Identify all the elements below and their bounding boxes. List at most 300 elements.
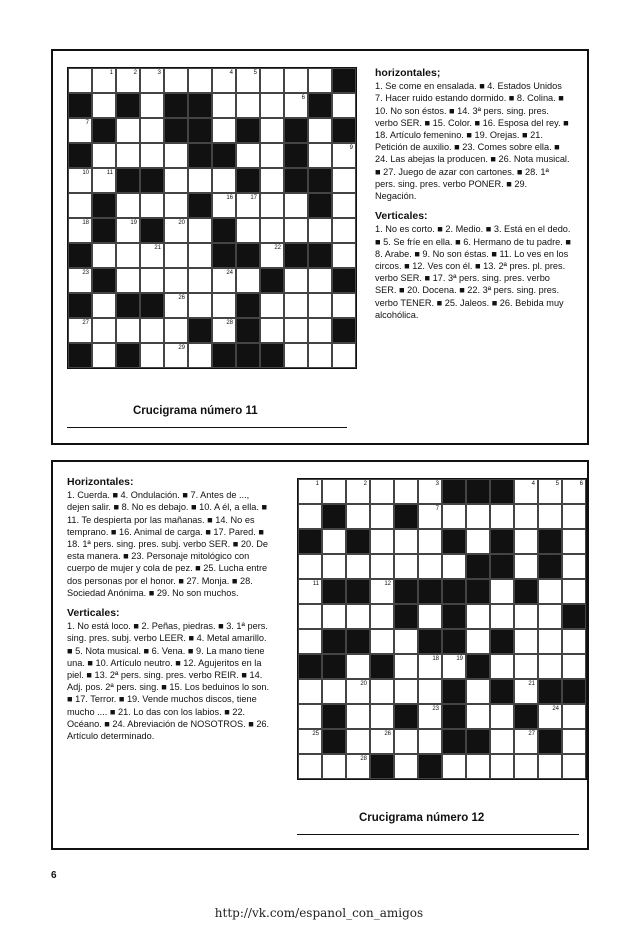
crossword-11-title: Crucigrama número 11 xyxy=(133,405,258,417)
grid-cell[interactable] xyxy=(284,293,308,318)
black-cell xyxy=(322,579,346,604)
grid-cell[interactable] xyxy=(164,293,188,318)
grid-cell[interactable] xyxy=(284,343,308,368)
clue-number: 17 xyxy=(312,656,319,662)
grid-cell[interactable] xyxy=(298,554,322,579)
black-cell xyxy=(308,243,332,268)
grid-cell[interactable] xyxy=(370,554,394,579)
clue-number: 22 xyxy=(576,681,583,687)
grid-cell[interactable] xyxy=(442,654,466,679)
grid-cell[interactable] xyxy=(140,143,164,168)
clue-number: 3 xyxy=(435,481,439,487)
across-clues: 1. Se come en ensalada. ■ 4. Estados Unidos 7. Hacer ruido estando dormido. ■ 8. Colina. ■ 10. No son éstos. ■ 14. 3ª pers. sing. pres. verbo SER. ■ 15. Color. ■ 16. Esposa del rey. ■ 18. Artículo femenino. ■ 19. Orejas. ■ 21. Petición de auxilio. ■ 23. Comes sobre ella. ■ 24. Las abejas la producen. ■ 26. Nota musical. ■ 27. Juego de azar con cartones. ■ 28. 1ª pers. sing. pres. verbo PONER. ■ 29. Negación. xyxy=(375,81,570,202)
black-cell xyxy=(68,243,92,268)
black-cell xyxy=(284,118,308,143)
black-cell xyxy=(346,579,370,604)
grid-cell[interactable] xyxy=(260,193,284,218)
crossword-12-title: Crucigrama número 12 xyxy=(359,812,485,824)
grid-cell[interactable] xyxy=(164,268,188,293)
clue-number: 6 xyxy=(579,481,583,487)
black-cell xyxy=(116,293,140,318)
grid-cell[interactable] xyxy=(466,604,490,629)
grid-cell[interactable] xyxy=(562,479,586,504)
black-cell xyxy=(442,679,466,704)
grid-cell[interactable] xyxy=(298,729,322,754)
grid-cell[interactable] xyxy=(116,143,140,168)
grid-cell[interactable] xyxy=(68,318,92,343)
clue-number: 17 xyxy=(250,195,257,201)
black-cell xyxy=(308,193,332,218)
grid-cell[interactable] xyxy=(418,654,442,679)
grid-cell[interactable] xyxy=(490,754,514,779)
grid-cell[interactable] xyxy=(92,318,116,343)
grid-cell[interactable] xyxy=(514,479,538,504)
grid-cell[interactable] xyxy=(538,654,562,679)
black-cell xyxy=(332,68,356,93)
black-cell xyxy=(116,168,140,193)
black-cell xyxy=(346,629,370,654)
grid-cell[interactable] xyxy=(332,243,356,268)
grid-cell[interactable] xyxy=(418,704,442,729)
clue-number: 22 xyxy=(274,245,281,251)
grid-cell[interactable] xyxy=(370,504,394,529)
grid-cell[interactable] xyxy=(346,479,370,504)
grid-cell[interactable] xyxy=(442,754,466,779)
grid-cell[interactable] xyxy=(188,68,212,93)
grid-cell[interactable] xyxy=(466,704,490,729)
grid-cell[interactable] xyxy=(298,704,322,729)
grid-cell[interactable] xyxy=(212,193,236,218)
grid-cell[interactable] xyxy=(466,754,490,779)
down-clues: 1. No es corto. ■ 2. Medio. ■ 3. Está en el dedo. ■ 5. Se fríe en ella. ■ 6. Hermano de tu padre. ■ 8. Arabe. ■ 9. No son éstas. ■ 11. Lo ves en los circos. ■ 12. Ves con él. ■ 13. 2ª pres. pl. pres. verbo SER. ■ 17. 3ª pers. sing. pres. verbo SER. ■ 20. Docena. ■ 22. 3ª pers. sing. pres. verbo TENER. ■ 25. Jaleos. ■ 26. Bebida muy alcohólica. xyxy=(375,224,571,320)
grid-cell[interactable] xyxy=(332,93,356,118)
grid-cell[interactable] xyxy=(490,704,514,729)
black-cell xyxy=(418,579,442,604)
grid-cell[interactable] xyxy=(68,193,92,218)
clue-number: 26 xyxy=(384,731,391,737)
grid-cell[interactable] xyxy=(514,529,538,554)
grid-cell[interactable] xyxy=(68,68,92,93)
black-cell xyxy=(370,654,394,679)
grid-cell[interactable] xyxy=(370,679,394,704)
grid-cell[interactable] xyxy=(346,504,370,529)
black-cell xyxy=(490,529,514,554)
black-cell xyxy=(442,529,466,554)
grid-cell[interactable] xyxy=(490,654,514,679)
grid-cell[interactable] xyxy=(562,654,586,679)
black-cell xyxy=(236,168,260,193)
grid-cell[interactable] xyxy=(236,218,260,243)
clue-number: 15 xyxy=(106,195,113,201)
black-cell xyxy=(68,293,92,318)
clue-number: 20 xyxy=(178,220,185,226)
grid-cell[interactable] xyxy=(490,729,514,754)
clue-number: 21 xyxy=(528,681,535,687)
grid-cell[interactable] xyxy=(188,293,212,318)
clue-number: 21 xyxy=(154,245,161,251)
clue-number: 28 xyxy=(360,756,367,762)
black-cell xyxy=(236,293,260,318)
crossword-11-clues xyxy=(375,67,571,321)
grid-cell[interactable] xyxy=(514,654,538,679)
grid-cell[interactable] xyxy=(562,554,586,579)
grid-cell[interactable] xyxy=(298,479,322,504)
grid-cell[interactable] xyxy=(140,93,164,118)
grid-cell[interactable] xyxy=(164,218,188,243)
grid-cell[interactable] xyxy=(92,343,116,368)
grid-cell[interactable] xyxy=(260,93,284,118)
grid-cell[interactable] xyxy=(562,504,586,529)
clue-number: 2 xyxy=(133,70,137,76)
grid-cell[interactable] xyxy=(562,754,586,779)
grid-cell[interactable] xyxy=(370,704,394,729)
grid-cell[interactable] xyxy=(284,318,308,343)
grid-cell[interactable] xyxy=(260,243,284,268)
grid-cell[interactable] xyxy=(538,579,562,604)
down-heading: Verticales: xyxy=(67,607,120,620)
grid-cell[interactable] xyxy=(298,629,322,654)
clue-number: 29 xyxy=(178,345,185,351)
clue-number: 12 xyxy=(384,581,391,587)
black-cell xyxy=(538,729,562,754)
grid-cell[interactable] xyxy=(538,504,562,529)
clue-number: 16 xyxy=(226,195,233,201)
grid-cell[interactable] xyxy=(370,729,394,754)
grid-cell[interactable] xyxy=(236,68,260,93)
grid-cell[interactable] xyxy=(164,343,188,368)
black-cell xyxy=(418,629,442,654)
grid-cell[interactable] xyxy=(394,554,418,579)
grid-cell[interactable] xyxy=(538,629,562,654)
black-cell xyxy=(212,143,236,168)
grid-cell[interactable] xyxy=(466,629,490,654)
grid-cell[interactable] xyxy=(442,554,466,579)
grid-cell[interactable] xyxy=(116,268,140,293)
grid-cell[interactable] xyxy=(538,754,562,779)
grid-cell[interactable] xyxy=(284,268,308,293)
grid-cell[interactable] xyxy=(514,679,538,704)
black-cell xyxy=(466,479,490,504)
clue-number: 6 xyxy=(301,95,305,101)
grid-cell[interactable] xyxy=(346,729,370,754)
grid-cell[interactable] xyxy=(308,343,332,368)
black-cell xyxy=(164,118,188,143)
black-cell xyxy=(260,343,284,368)
grid-cell[interactable] xyxy=(140,318,164,343)
grid-cell[interactable] xyxy=(92,243,116,268)
grid-cell[interactable] xyxy=(260,143,284,168)
black-cell xyxy=(260,268,284,293)
clue-number: 9 xyxy=(349,145,353,151)
grid-cell[interactable] xyxy=(212,93,236,118)
grid-cell[interactable] xyxy=(308,118,332,143)
grid-cell[interactable] xyxy=(140,118,164,143)
clue-number: 25 xyxy=(312,731,319,737)
grid-cell[interactable] xyxy=(298,579,322,604)
grid-cell[interactable] xyxy=(68,168,92,193)
grid-cell[interactable] xyxy=(260,168,284,193)
black-cell xyxy=(284,168,308,193)
black-cell xyxy=(236,343,260,368)
grid-cell[interactable] xyxy=(322,479,346,504)
grid-cell[interactable] xyxy=(164,68,188,93)
grid-cell[interactable] xyxy=(490,504,514,529)
grid-cell[interactable] xyxy=(332,193,356,218)
grid-cell[interactable] xyxy=(116,193,140,218)
grid-cell[interactable] xyxy=(514,554,538,579)
grid-cell[interactable] xyxy=(418,504,442,529)
black-cell xyxy=(236,318,260,343)
grid-cell[interactable] xyxy=(116,68,140,93)
grid-cell[interactable] xyxy=(562,529,586,554)
grid-cell[interactable] xyxy=(418,554,442,579)
black-cell xyxy=(236,118,260,143)
grid-cell[interactable] xyxy=(164,318,188,343)
grid-cell[interactable] xyxy=(298,604,322,629)
grid-cell[interactable] xyxy=(188,243,212,268)
clue-number: 14 xyxy=(322,170,329,176)
grid-cell[interactable] xyxy=(92,93,116,118)
grid-cell[interactable] xyxy=(284,218,308,243)
grid-cell[interactable] xyxy=(260,118,284,143)
grid-cell[interactable] xyxy=(92,293,116,318)
black-cell xyxy=(442,579,466,604)
black-cell xyxy=(212,218,236,243)
clue-number: 9 xyxy=(507,556,511,562)
grid-cell[interactable] xyxy=(466,529,490,554)
grid-cell[interactable] xyxy=(308,218,332,243)
grid-cell[interactable] xyxy=(116,318,140,343)
grid-cell[interactable] xyxy=(562,579,586,604)
black-cell xyxy=(442,729,466,754)
grid-cell[interactable] xyxy=(346,679,370,704)
grid-cell[interactable] xyxy=(308,268,332,293)
grid-cell[interactable] xyxy=(260,68,284,93)
clue-number: 13 xyxy=(432,581,439,587)
black-cell xyxy=(394,704,418,729)
grid-cell[interactable] xyxy=(284,93,308,118)
black-cell xyxy=(236,243,260,268)
across-heading: horizontales; xyxy=(375,67,441,79)
grid-cell[interactable] xyxy=(116,218,140,243)
grid-cell[interactable] xyxy=(212,168,236,193)
grid-cell[interactable] xyxy=(308,68,332,93)
grid-cell[interactable] xyxy=(164,243,188,268)
grid-cell[interactable] xyxy=(164,193,188,218)
black-cell xyxy=(140,293,164,318)
clue-number: 14 xyxy=(336,631,343,637)
across-clues: 1. Cuerda. ■ 4. Ondulación. ■ 7. Antes de ..., dejen salir. ■ 8. No es debajo. ■ 10. A él, a ella. ■ 11. Te despierta por las mañanas. ■ 14. No es temprano. ■ 16. Animal de carga. ■ 17. Pared. ■ 18. 1ª pers. sing. pres. subj. verbo SER. ■ 20. De esta manera. ■ 23. Personaje mitológico con cuerpo de mujer y cola de pez. ■ 25. Lucha entre dos personas por el honor. ■ 27. Monja. ■ 28. Sociedad Anónima. ■ 29. No son muchos. xyxy=(67,490,268,598)
grid-cell[interactable] xyxy=(562,629,586,654)
grid-cell[interactable] xyxy=(116,118,140,143)
grid-cell[interactable] xyxy=(418,679,442,704)
grid-cell[interactable] xyxy=(164,168,188,193)
grid-cell[interactable] xyxy=(322,529,346,554)
grid-cell[interactable] xyxy=(68,268,92,293)
black-cell xyxy=(466,654,490,679)
grid-cell[interactable] xyxy=(308,143,332,168)
grid-cell[interactable] xyxy=(140,268,164,293)
grid-cell[interactable] xyxy=(188,343,212,368)
grid-cell[interactable] xyxy=(68,218,92,243)
grid-cell[interactable] xyxy=(140,243,164,268)
grid-cell[interactable] xyxy=(370,579,394,604)
clue-number: 1 xyxy=(315,481,319,487)
black-cell xyxy=(490,554,514,579)
grid-cell[interactable] xyxy=(322,679,346,704)
grid-cell[interactable] xyxy=(212,268,236,293)
black-cell xyxy=(116,343,140,368)
grid-cell[interactable] xyxy=(394,654,418,679)
black-cell xyxy=(68,343,92,368)
grid-cell[interactable] xyxy=(562,704,586,729)
grid-cell[interactable] xyxy=(466,504,490,529)
crossword-12-clues xyxy=(67,476,273,742)
grid-cell[interactable] xyxy=(140,193,164,218)
down-clues: 1. No está loco. ■ 2. Peñas, piedras. ■ 3. 1ª pers. sing. pres. subj. verbo LEER. ■ 4. Metal amarillo. ■ 5. Nota musical. ■ 6. Vena. ■ 9. La mano tiene una. ■ 10. Artículo neutro. ■ 12. Agujeritos en la piel. ■ 13. 2ª pers. sing. pres. verbo REIR. ■ 14. Adj. pos. 2ª pers. sing. ■ 15. Los beduinos lo son. ■ 17. Terror. ■ 19. Vende muchos discos, tiene mucho .... ■ 21. Lo das con los labios. ■ 22. Océano. ■ 24. Abreviación de NOSOTROS. ■ 26. Artículo determinado. xyxy=(67,621,270,742)
grid-cell[interactable] xyxy=(394,679,418,704)
clue-number: 19 xyxy=(456,656,463,662)
black-cell xyxy=(418,754,442,779)
grid-cell[interactable] xyxy=(538,604,562,629)
black-cell xyxy=(562,679,586,704)
grid-cell[interactable] xyxy=(538,479,562,504)
clue-number: 5 xyxy=(253,70,257,76)
grid-cell[interactable] xyxy=(394,529,418,554)
black-cell xyxy=(490,479,514,504)
black-cell xyxy=(188,318,212,343)
grid-cell[interactable] xyxy=(418,604,442,629)
grid-cell[interactable] xyxy=(212,318,236,343)
grid-cell[interactable] xyxy=(370,479,394,504)
grid-cell[interactable] xyxy=(490,579,514,604)
grid-cell[interactable] xyxy=(260,318,284,343)
grid-cell[interactable] xyxy=(298,754,322,779)
grid-cell[interactable] xyxy=(308,318,332,343)
grid-cell[interactable] xyxy=(92,143,116,168)
grid-cell[interactable] xyxy=(418,479,442,504)
clue-number: 10 xyxy=(82,170,89,176)
grid-cell[interactable] xyxy=(332,143,356,168)
black-cell xyxy=(332,118,356,143)
grid-cell[interactable] xyxy=(538,704,562,729)
grid-cell[interactable] xyxy=(514,729,538,754)
grid-cell[interactable] xyxy=(332,168,356,193)
grid-cell[interactable] xyxy=(370,604,394,629)
black-cell xyxy=(322,729,346,754)
clue-number: 3 xyxy=(157,70,161,76)
grid-cell[interactable] xyxy=(370,629,394,654)
grid-cell[interactable] xyxy=(332,293,356,318)
black-cell xyxy=(442,629,466,654)
grid-cell[interactable] xyxy=(298,504,322,529)
grid-cell[interactable] xyxy=(346,604,370,629)
grid-cell[interactable] xyxy=(466,679,490,704)
grid-cell[interactable] xyxy=(212,293,236,318)
black-cell xyxy=(322,629,346,654)
grid-cell[interactable] xyxy=(394,479,418,504)
crossword-12-grid xyxy=(297,478,587,780)
grid-cell[interactable] xyxy=(284,193,308,218)
grid-cell[interactable] xyxy=(212,118,236,143)
grid-cell[interactable] xyxy=(332,343,356,368)
grid-cell[interactable] xyxy=(418,729,442,754)
grid-cell[interactable] xyxy=(346,704,370,729)
grid-cell[interactable] xyxy=(346,754,370,779)
black-cell xyxy=(490,629,514,654)
black-cell xyxy=(370,754,394,779)
grid-cell[interactable] xyxy=(188,218,212,243)
grid-cell[interactable] xyxy=(418,529,442,554)
grid-cell[interactable] xyxy=(394,729,418,754)
grid-cell[interactable] xyxy=(370,529,394,554)
black-cell xyxy=(538,554,562,579)
clue-number: 11 xyxy=(312,581,319,587)
grid-cell[interactable] xyxy=(164,143,188,168)
grid-cell[interactable] xyxy=(236,143,260,168)
black-cell xyxy=(466,579,490,604)
grid-cell[interactable] xyxy=(298,679,322,704)
grid-cell[interactable] xyxy=(92,68,116,93)
page-number: 6 xyxy=(51,870,57,881)
grid-cell[interactable] xyxy=(140,343,164,368)
grid-cell[interactable] xyxy=(260,293,284,318)
grid-cell[interactable] xyxy=(562,729,586,754)
grid-cell[interactable] xyxy=(490,604,514,629)
grid-cell[interactable] xyxy=(346,654,370,679)
grid-cell[interactable] xyxy=(92,168,116,193)
across-heading: Horizontales: xyxy=(67,476,134,488)
grid-cell[interactable] xyxy=(188,268,212,293)
clue-number: 1 xyxy=(109,70,113,76)
black-cell xyxy=(442,604,466,629)
grid-cell[interactable] xyxy=(308,293,332,318)
black-cell xyxy=(442,704,466,729)
grid-cell[interactable] xyxy=(394,629,418,654)
grid-cell[interactable] xyxy=(442,504,466,529)
black-cell xyxy=(346,529,370,554)
black-cell xyxy=(442,479,466,504)
black-cell xyxy=(164,93,188,118)
grid-cell[interactable] xyxy=(284,68,308,93)
grid-cell[interactable] xyxy=(514,754,538,779)
grid-cell[interactable] xyxy=(260,218,284,243)
grid-cell[interactable] xyxy=(514,629,538,654)
grid-cell[interactable] xyxy=(346,554,370,579)
grid-cell[interactable] xyxy=(322,604,346,629)
grid-cell[interactable] xyxy=(212,68,236,93)
black-cell xyxy=(538,679,562,704)
grid-cell[interactable] xyxy=(332,218,356,243)
grid-cell[interactable] xyxy=(322,754,346,779)
grid-cell[interactable] xyxy=(514,504,538,529)
grid-cell[interactable] xyxy=(514,604,538,629)
grid-cell[interactable] xyxy=(236,268,260,293)
grid-cell[interactable] xyxy=(236,193,260,218)
clue-number: 7 xyxy=(85,120,89,126)
grid-cell[interactable] xyxy=(116,243,140,268)
grid-cell[interactable] xyxy=(236,93,260,118)
grid-cell[interactable] xyxy=(140,68,164,93)
divider xyxy=(67,427,347,428)
grid-cell[interactable] xyxy=(322,554,346,579)
black-cell xyxy=(308,168,332,193)
grid-cell[interactable] xyxy=(394,754,418,779)
black-cell xyxy=(394,604,418,629)
grid-cell[interactable] xyxy=(188,168,212,193)
black-cell xyxy=(322,654,346,679)
grid-cell[interactable] xyxy=(68,118,92,143)
